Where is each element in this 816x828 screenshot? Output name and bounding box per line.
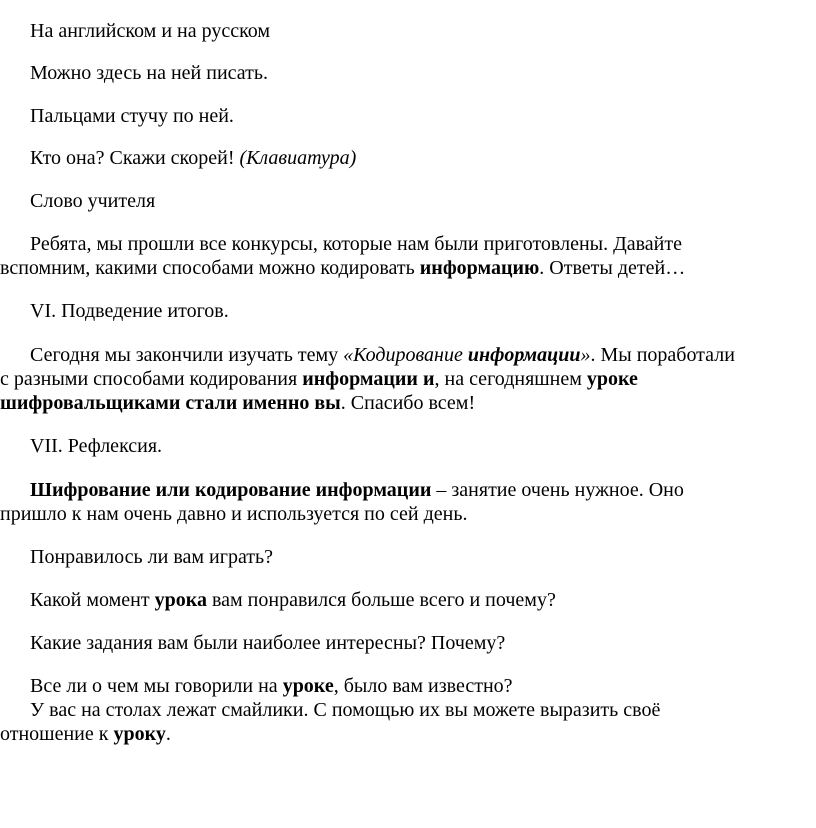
section-heading-teacher-word xyxy=(0,189,800,213)
bold-term: уроку xyxy=(113,723,166,745)
bold-term: урока xyxy=(154,589,207,611)
paragraph-line: пришло к нам очень давно и используется по сей день. xyxy=(0,503,468,525)
paragraph-text: На английском и на русском xyxy=(30,20,271,42)
question-2 xyxy=(0,588,800,612)
paragraph-text: Слово учителя xyxy=(30,190,156,212)
paragraph-text: VI. Подведение итогов. xyxy=(30,300,229,322)
summary-paragraph xyxy=(0,343,800,415)
paragraph-line: Какой момент урока вам понравился больше всего и почему? xyxy=(30,589,556,611)
paragraph-line: с разными способами кодирования информации и, на сегодняшнем уроке xyxy=(0,368,638,390)
paragraph-line xyxy=(0,146,800,170)
bold-term: информации xyxy=(467,344,581,366)
riddle-answer: (Клавиатура) xyxy=(239,147,357,169)
paragraph-text: Какие задания вам были наиболее интересны? Почему? xyxy=(30,632,506,654)
riddle-line-2 xyxy=(0,61,800,85)
riddle-line-4 xyxy=(0,146,800,170)
bold-term: уроке xyxy=(586,368,638,390)
bold-term: информацию xyxy=(419,257,540,279)
encryption-paragraph xyxy=(0,478,800,526)
paragraph-line: Ребята, мы прошли все конкурсы, которые нам были приготовлены. Давайте xyxy=(30,233,682,255)
section-heading-summary xyxy=(0,299,800,323)
paragraph-text: Понравилось ли вам играть? xyxy=(30,546,274,568)
paragraph-line: Сегодня мы закончили изучать тему «Кодирование информации». Мы поработали xyxy=(30,344,735,366)
bold-term: Шифрование или кодирование информации xyxy=(30,479,432,501)
teacher-paragraph xyxy=(0,232,800,280)
paragraph-line: Шифрование или кодирование информации – занятие очень нужное. Оно xyxy=(30,479,684,501)
bold-term: уроке xyxy=(282,675,334,697)
paragraph-text: Пальцами стучу по ней. xyxy=(30,105,234,127)
bold-term: шифровальщиками стали именно вы xyxy=(0,392,341,414)
paragraph-line: вспомним, какими способами можно кодировать информацию. Ответы детей… xyxy=(0,257,686,279)
question-3 xyxy=(0,631,800,655)
paragraph-text: VII. Рефлексия. xyxy=(30,435,163,457)
riddle-question: Кто она? Скажи скорей! xyxy=(30,147,240,169)
riddle-line-3 xyxy=(0,104,800,128)
section-heading-reflection xyxy=(0,434,800,458)
paragraph-line: шифровальщиками стали именно вы. Спасибо всем! xyxy=(0,392,476,414)
paragraph-line: отношение к уроку. xyxy=(0,723,171,745)
question-1 xyxy=(0,545,800,569)
paragraph-line: У вас на столах лежат смайлики. С помощью их вы можете выразить своё xyxy=(30,699,661,721)
bold-term: информации и xyxy=(302,368,435,390)
final-paragraph xyxy=(0,674,800,746)
paragraph-line: Все ли о чем мы говорили на уроке, было вам известно? xyxy=(30,675,513,697)
paragraph-text: Можно здесь на ней писать. xyxy=(30,62,269,84)
riddle-line-1 xyxy=(0,19,800,43)
